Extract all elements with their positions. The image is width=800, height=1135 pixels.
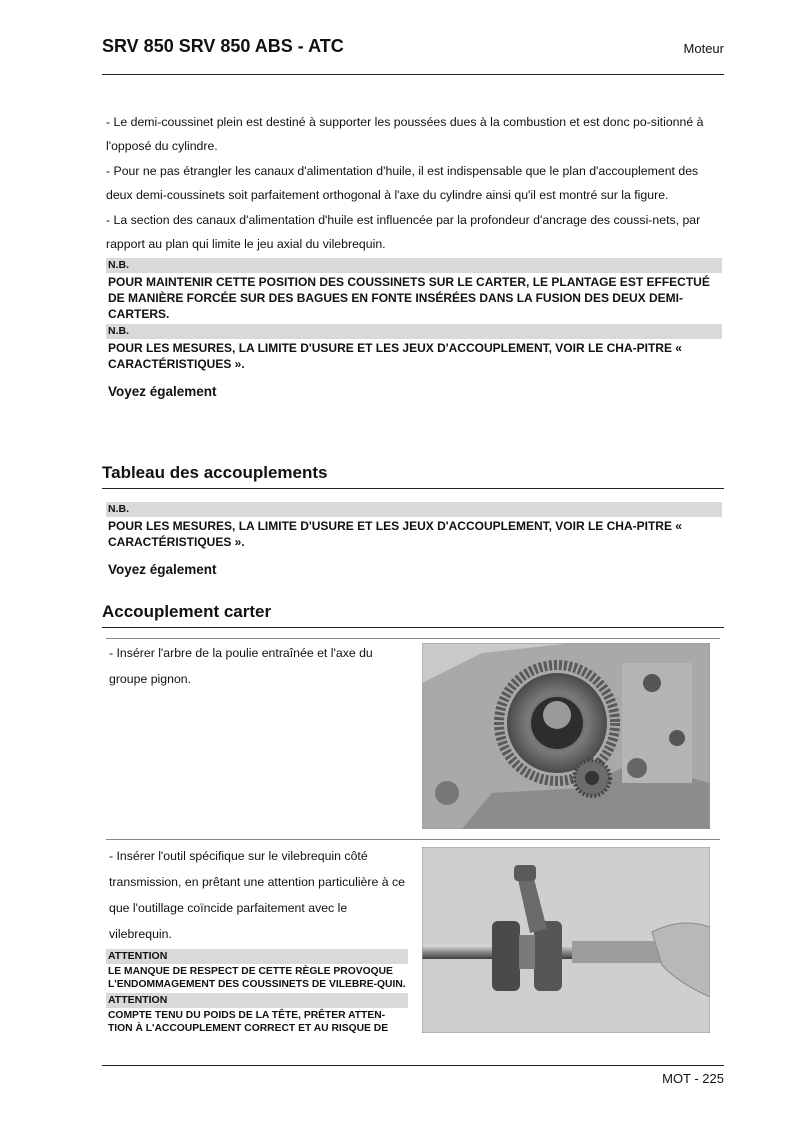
page-header (102, 34, 724, 75)
page-number: MOT - 225 (662, 1071, 724, 1086)
nb-note: POUR LES MESURES, LA LIMITE D'USURE ET LES JEUX D'ACCOUPLEMENT, VOIR LE CHA-PITRE « CARACTÉRISTIQUES ». (108, 341, 682, 372)
crankcase-gear-photo (422, 643, 710, 829)
crankshaft-tool-photo (422, 847, 710, 1033)
paragraph: - La section des canaux d'alimentation d'huile est influencée par la profondeur d'ancrage des coussi-nets, par rapport au plan qui limite le jeu axial du vilebrequin. (106, 212, 701, 252)
row-divider (106, 638, 720, 639)
section-title-carter: Accouplement carter (102, 602, 724, 628)
page-footer (102, 1065, 724, 1086)
nb-label: N.B. (106, 258, 722, 273)
attention-label: ATTENTION (106, 993, 408, 1008)
nb-label: N.B. (106, 502, 722, 517)
section-title-tableau: Tableau des accouplements (102, 463, 724, 489)
step-text (106, 640, 408, 692)
paragraph: - Pour ne pas étrangler les canaux d'alimentation d'huile, il est indispensable que le plan d'accouplement des deux demi-coussinets soit parfaitement orthogonal à l'axe du cylindre ainsi qu'il est montré sur la figure. (106, 163, 699, 203)
nb-note: POUR MAINTENIR CETTE POSITION DES COUSSINETS SUR LE CARTER, LE PLANTAGE EST EFFECTUÉ DE MANIÈRE FORCÉE SUR DES BAGUES EN FONTE INSÉRÉES DANS LA FUSION DES DEUX DEMI-CARTERS. (108, 275, 710, 322)
step-text (106, 843, 408, 1035)
see-also-link[interactable]: Voyez également (108, 384, 217, 400)
attention-note: LE MANQUE DE RESPECT DE CETTE RÈGLE PROVOQUE L'ENDOMMAGEMENT DES COUSSINETS DE VILEBRE-QUIN. (108, 966, 406, 990)
attention-note: COMPTE TENU DU POIDS DE LA TÊTE, PRÊTER ATTEN-TION À L'ACCOUPLEMENT CORRECT ET AU RISQUE DE (108, 1010, 389, 1034)
nb-note: POUR LES MESURES, LA LIMITE D'USURE ET LES JEUX D'ACCOUPLEMENT, VOIR LE CHA-PITRE « CARACTÉRISTIQUES ». (108, 519, 682, 549)
instruction-step: - Insérer l'outil spécifique sur le vilebrequin côté transmission, en prêtant une attention particulière à ce que l'outillage coïncide parfaitement avec le vilebrequin. (109, 849, 405, 941)
tableau-section (106, 500, 720, 577)
intro-section (106, 110, 720, 399)
paragraph: - Le demi-coussinet plein est destiné à supporter les poussées dues à la combustion et est donc po-sitionné à l'opposé du cylindre. (106, 115, 704, 154)
chapter-name: Moteur (683, 41, 724, 56)
nb-label: N.B. (106, 324, 722, 339)
instruction-step: - Insérer l'arbre de la poulie entraînée et l'axe du groupe pignon. (109, 646, 373, 686)
row-divider (106, 839, 720, 840)
document-title: SRV 850 SRV 850 ABS - ATC (102, 36, 344, 56)
attention-label: ATTENTION (106, 949, 408, 964)
see-also-link[interactable]: Voyez également (108, 562, 217, 577)
